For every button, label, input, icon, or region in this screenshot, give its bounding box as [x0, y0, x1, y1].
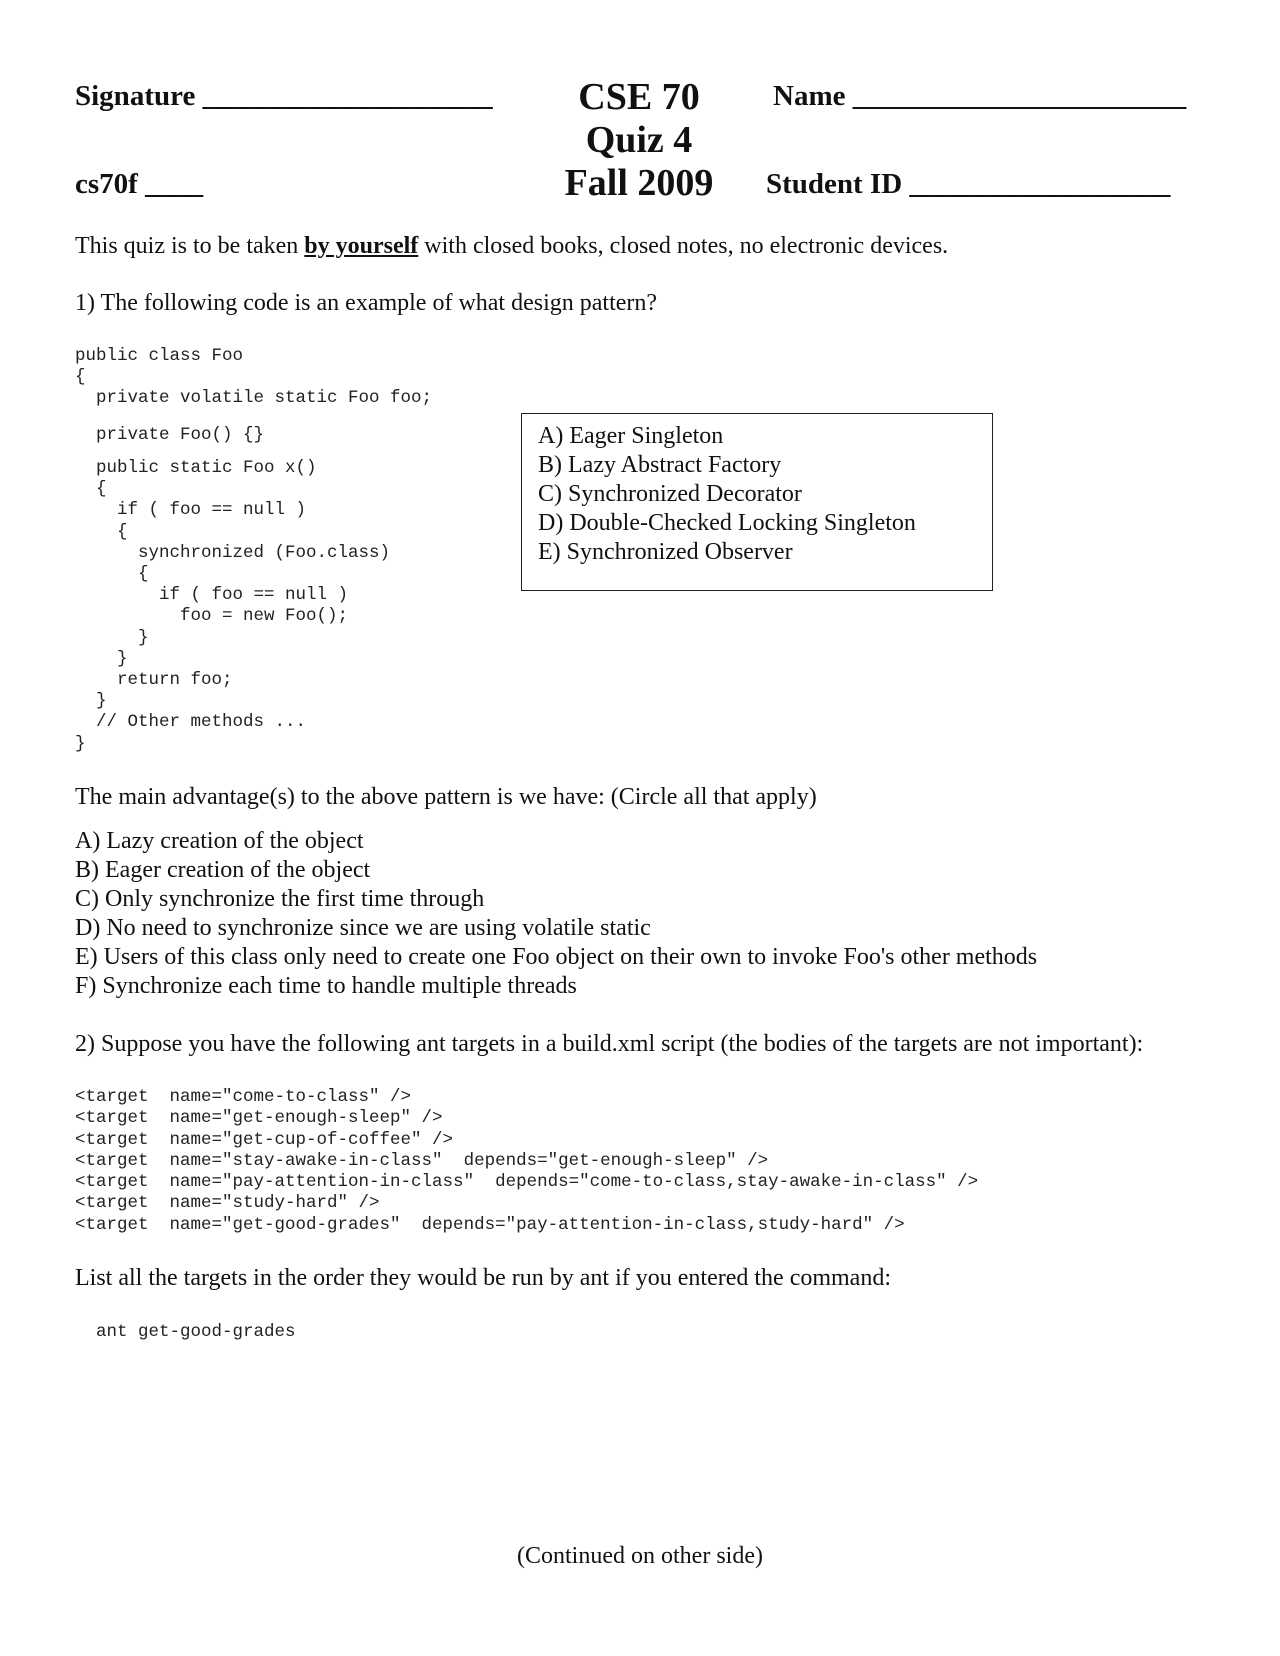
ant-command: ant get-good-grades — [75, 1322, 296, 1342]
course-title: CSE 70 — [578, 76, 700, 118]
advantage-d: D) No need to synchronize since we are using volatile static — [75, 915, 651, 941]
instructions-suffix: with closed books, closed notes, no electronic devices. — [418, 233, 949, 259]
choice-e: E) Synchronized Observer — [538, 539, 793, 565]
name-field: Name _______________________ — [773, 80, 1187, 112]
advantage-f: F) Synchronize each time to handle multiple threads — [75, 973, 577, 999]
advantage-e: E) Users of this class only need to create one Foo object on their own to invoke Foo's other methods — [75, 944, 1038, 970]
instructions-emphasis: by yourself — [304, 233, 419, 259]
instructions — [75, 233, 948, 260]
question-2: 2) Suppose you have the following ant targets in a build.xml script (the bodies of the targets are not important): — [75, 1031, 1144, 1057]
student-id-field: Student ID __________________ — [766, 168, 1171, 200]
advantage-c: C) Only synchronize the first time through — [75, 886, 485, 912]
quiz-title-block — [489, 76, 789, 205]
question-2-prompt: List all the targets in the order they would be run by ant if you entered the command: — [75, 1265, 891, 1291]
choice-b: B) Lazy Abstract Factory — [538, 452, 782, 478]
question-1-followup: The main advantage(s) to the above pattern is we have: (Circle all that apply) — [75, 784, 817, 810]
choice-c: C) Synchronized Decorator — [538, 481, 802, 507]
choice-d: D) Double-Checked Locking Singleton — [538, 510, 916, 536]
code-block-part3: public static Foo x() { if ( foo == null ) { synchronized (Foo.class) { if ( foo == null ) foo = new Foo(); } } return foo; } // Other methods ... } — [75, 458, 391, 754]
advantage-b: B) Eager creation of the object — [75, 857, 371, 883]
account-field: cs70f ____ — [75, 168, 204, 200]
code-block-part2: private Foo() {} — [75, 425, 265, 445]
term: Fall 2009 — [564, 162, 714, 204]
instructions-prefix: This quiz is to be taken — [75, 233, 305, 259]
choice-a: A) Eager Singleton — [538, 423, 724, 449]
signature-field: Signature ____________________ — [75, 80, 493, 112]
code-block-part1: public class Foo { private volatile static Foo foo; — [75, 346, 433, 408]
ant-targets-code: <target name="come-to-class" /> <target name="get-enough-sleep" /> <target name="get-cup-of-coffee" /> <target name="stay-awake-in-class" depends="get-enough-sleep" /> <target name="pay-attention-in-class" depends="come-to-class,stay-awake-in-class" /> <target name="study-hard" /> <target name="get-good-grades" depends="pay-attention-in-class,study-hard" /> — [75, 1087, 979, 1235]
page-footer: (Continued on other side) — [517, 1543, 763, 1569]
question-1: 1) The following code is an example of what design pattern? — [75, 290, 658, 316]
advantages-list — [75, 827, 1037, 1001]
answer-choices-box — [521, 413, 993, 591]
advantage-a: A) Lazy creation of the object — [75, 828, 364, 854]
quiz-number: Quiz 4 — [585, 119, 693, 161]
